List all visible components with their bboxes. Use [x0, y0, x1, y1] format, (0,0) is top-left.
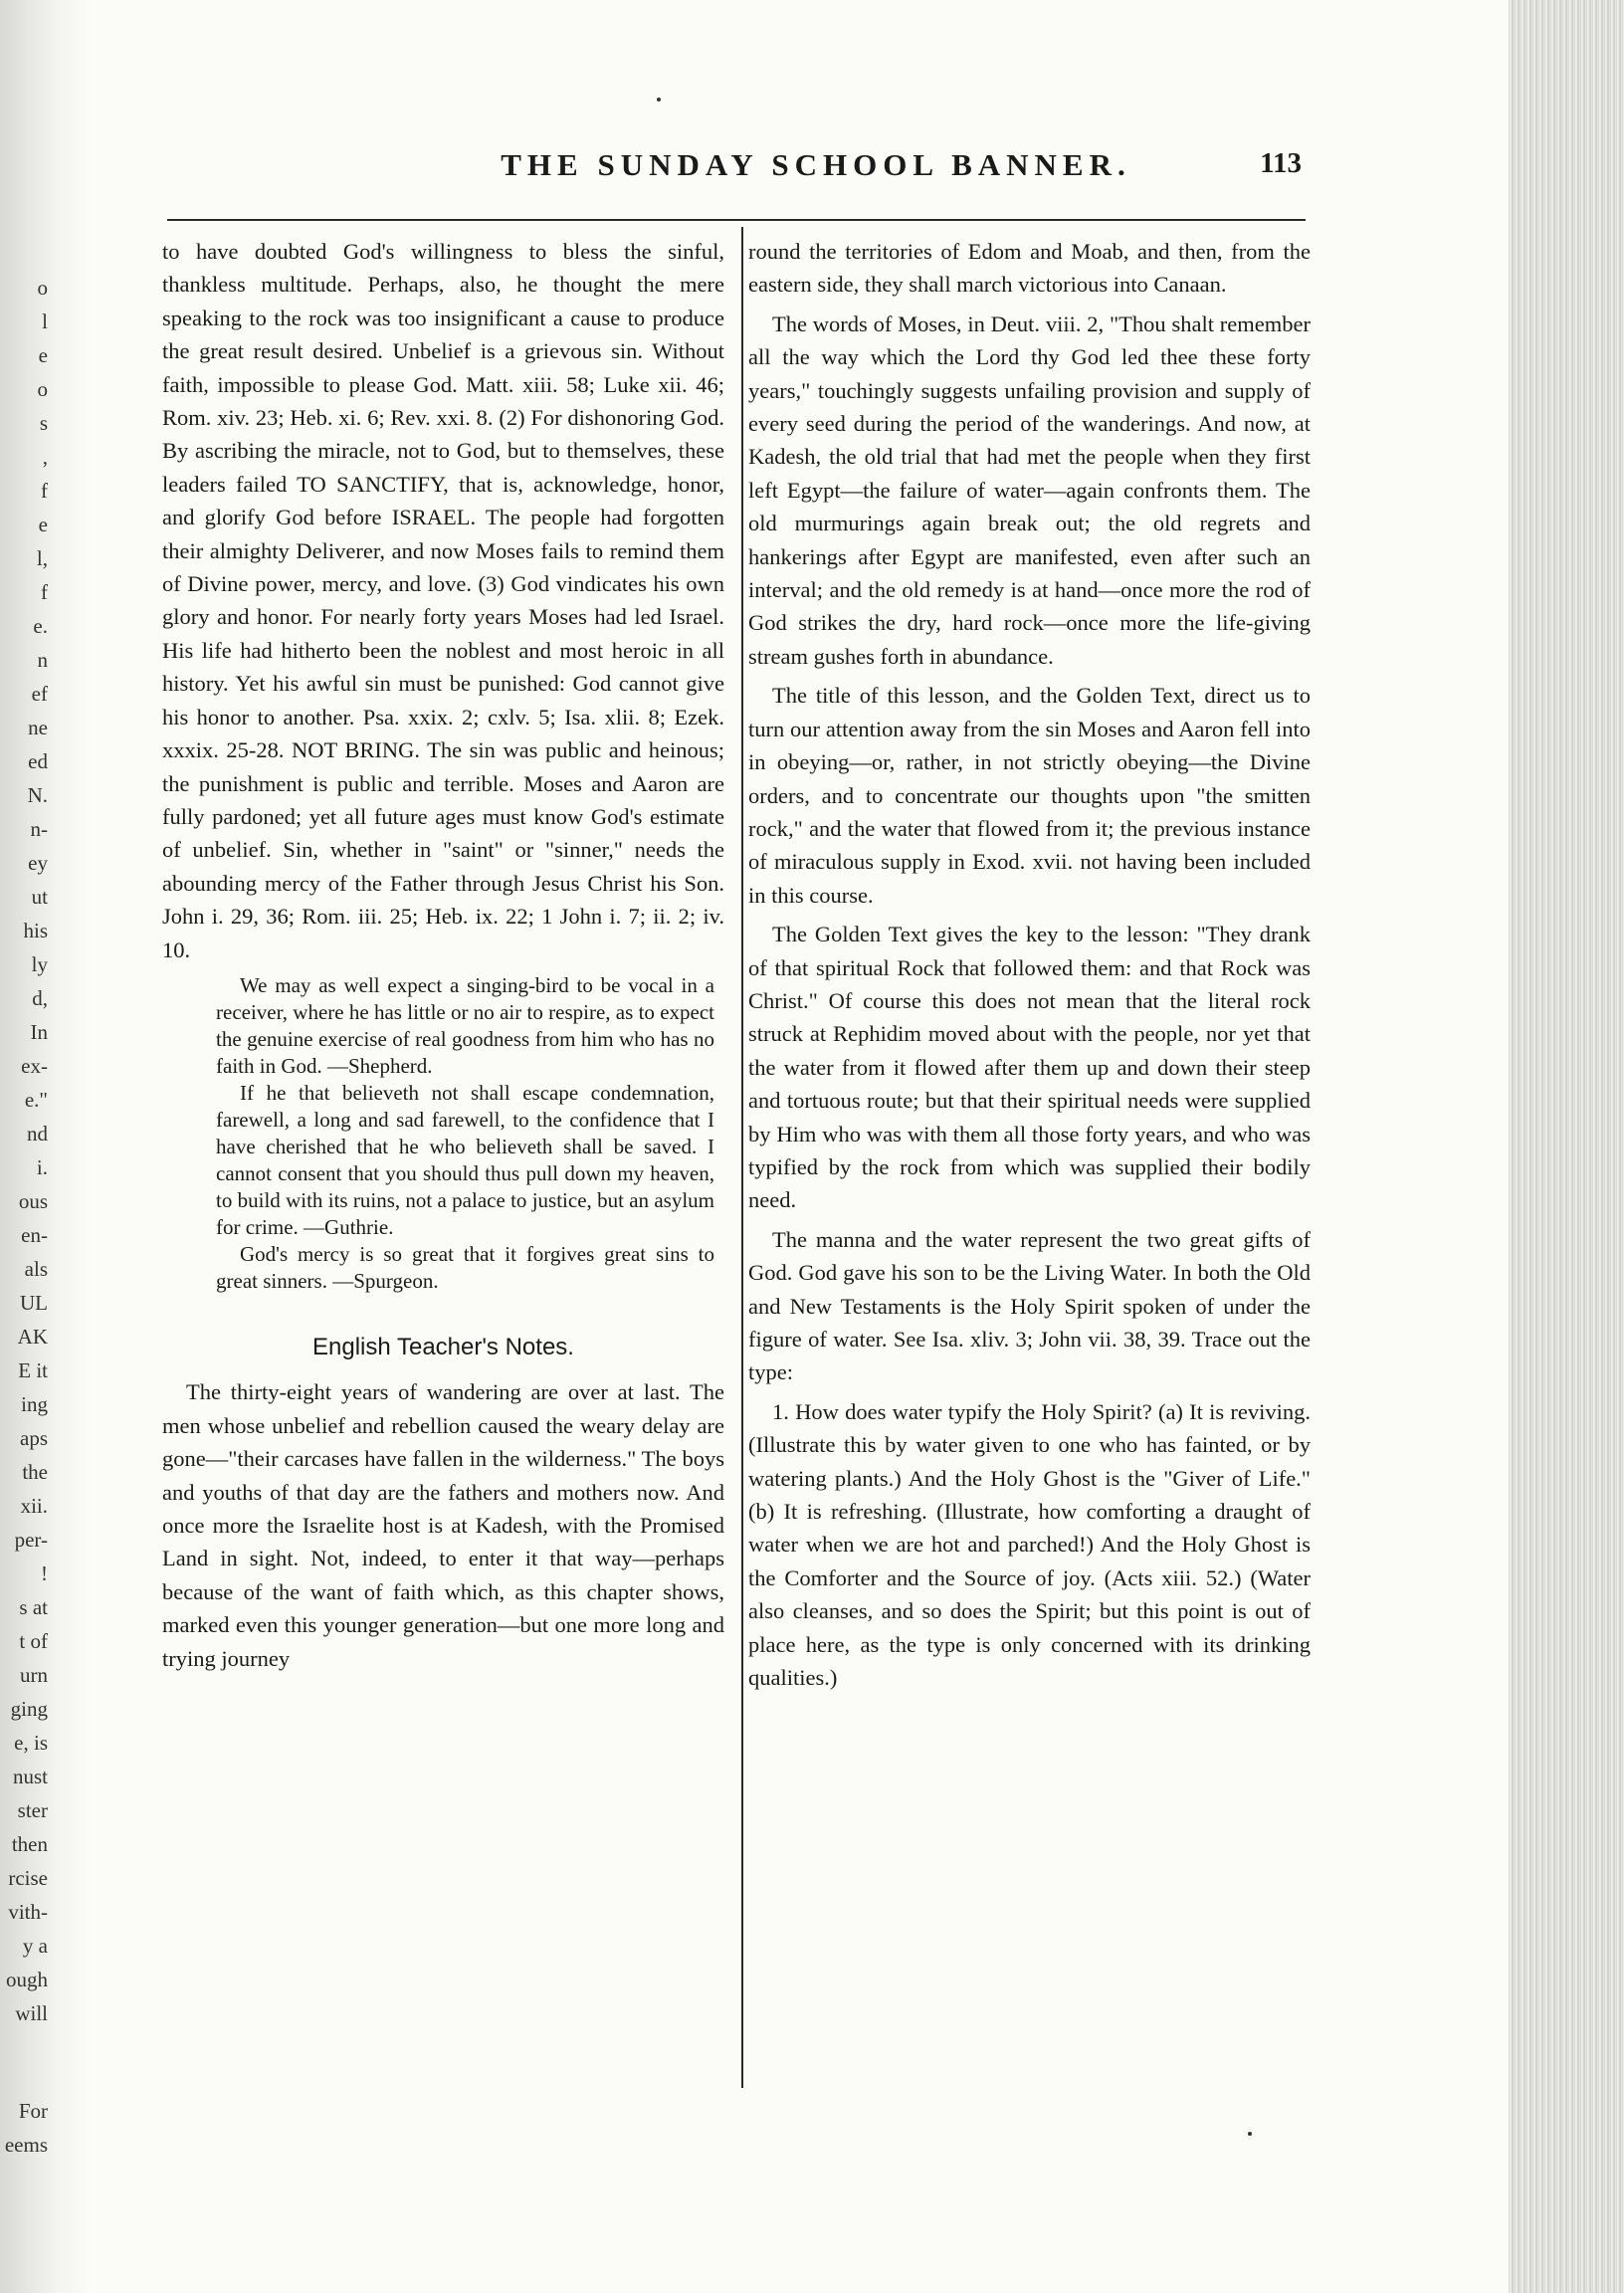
gutter-fragment: e [38, 343, 48, 367]
running-header-title: THE SUNDAY SCHOOL BANNER. [501, 147, 1131, 182]
gutter-fragment: the [22, 1460, 48, 1484]
header-rule [167, 219, 1306, 221]
gutter-fragment: aps [20, 1426, 48, 1450]
gutter-fragment: eems [4, 2133, 48, 2157]
gutter-fragment: urn [20, 1663, 48, 1687]
gutter-fragment: ster [17, 1798, 48, 1822]
gutter-fragment: nd [27, 1122, 48, 1146]
gutter-fragment: ef [31, 682, 48, 706]
gutter-fragment: In [30, 1020, 48, 1044]
gutter-fragment: e." [24, 1088, 48, 1112]
gutter-fragment: en- [21, 1223, 48, 1247]
gutter-fragment: rcise [8, 1866, 48, 1890]
gutter-fragment: ey [28, 851, 48, 875]
gutter-fragment: per- [14, 1528, 48, 1552]
section-title: English Teacher's Notes. [312, 1333, 574, 1360]
left-paragraph-1: to have doubted God's willingness to bless the sinful, thankless multitude. Perhaps, also, he thought the mere speaking to the rock was too insignificant a cause to produce the great result desired. Unbelief is a grievous sin. Without faith, impossible to please God. Matt. xiii. 58; Luke xii. 46; Rom. xiv. 23; Heb. xi. 6; Rev. xxi. 8. (2) For dishonoring God. By ascribing the miracle, not to God, but to themselves, these leaders failed TO SANCTIFY, that is, acknowledge, honor, and glorify God before ISRAEL. The people had forgotten their almighty Deliverer, and now Moses fails to remind them of Divine power, mercy, and love. (3) God vindicates his own glory and honor. For nearly forty years Moses had led Israel. His life had hitherto been the noblest and most heroic in all history. Yet his awful sin must be punished: God cannot give his honor to another. Psa. xxix. 2; cxlv. 5; Isa. xlii. 8; Ezek. xxxix. 25-28. NOT BRING. The sin was public and heinous; the punishment is public and terrible. Moses and Aaron are fully pardoned; yet all future ages must know God's estimate of unbelief. Sin, whether in "saint" or "sinner," needs the abounding mercy of the Father through Jesus Christ his Son. John i. 29, 36; Rom. iii. 25; Heb. ix. 22; 1 John i. 7; ii. 2; iv. 10. [162, 239, 724, 962]
right-column [748, 235, 1311, 1700]
gutter-fragment: For [18, 2099, 48, 2123]
gutter-fragment: o [37, 377, 48, 401]
quotations-block [216, 972, 714, 1295]
gutter-fragment: i. [36, 1155, 48, 1179]
left-paragraph-2: The thirty-eight years of wandering are over at last. The men whose unbelief and rebellion caused the weary delay are gone—"their carcases have fallen in the wilderness." The boys and youths of that day are the fathers and mothers now. And once more the Israelite host is at Kadesh, with the Promised Land in sight. Not, indeed, to enter it that way—perhaps because of the want of faith which, as this chapter shows, marked even this younger generation—but one more long and trying journey [162, 1379, 724, 1671]
gutter-fragment: l [42, 310, 48, 333]
gutter-fragment: N. [27, 783, 48, 807]
gutter-fragment: ing [21, 1392, 48, 1416]
gutter-fragment: e [38, 513, 48, 536]
right-paragraph-2: The words of Moses, in Deut. viii. 2, "Thou shalt remember all the way which the Lord thy God led thee these forty years," touchingly suggests unfailing provision and supply of every seed during the period of the wanderings. And now, at Kadesh, the old trial that had met the people when they first left Egypt—the failure of water—again confronts them. The old murmurings again break out; the old regrets and hankerings after Egypt are manifested, even after such an interval; and the old remedy is at hand—once more the rod of God strikes the dry, hard rock—once more the life-giving stream gushes forth in abundance. [748, 311, 1311, 669]
book-page-edges [1509, 0, 1624, 2293]
right-paragraph-5: The manna and the water represent the two great gifts of God. God gave his son to be the Living Water. In both the Old and New Testaments is the Holy Spirit spoken of under the figure of water. See Isa. xliv. 3; John vii. 38, 39. Trace out the type: [748, 1226, 1311, 1385]
gutter-fragment: d, [32, 986, 48, 1010]
gutter-fragment: t of [19, 1629, 48, 1653]
gutter-fragment: xii. [20, 1494, 48, 1518]
quote-shepherd: We may as well expect a singing-bird to be vocal in a receiver, where he has little or no air to respire, as to expect the genuine exercise of real goodness from him who has no faith in God. —Shepherd. [216, 972, 714, 1078]
left-column [162, 235, 724, 1681]
right-paragraph-3: The title of this lesson, and the Golden Text, direct us to turn our attention away from the sin Moses and Aaron fell into in obeying—or, rather, in not strictly obeying—the Divine orders, and to concentrate our thoughts upon "the smitten rock," and the water that flowed from it; the previous instance of miraculous supply in Exod. xvii. not having been included in this course. [748, 683, 1311, 908]
gutter-fragment: , [42, 445, 48, 469]
gutter-fragment: ! [41, 1562, 48, 1585]
right-paragraph-6: 1. How does water typify the Holy Spirit? (a) It is reviving. (Illustrate this by water given to one who has fainted, or by watering plants.) And the Holy Ghost is the "Giver of Life." (b) It is refreshing. (Illustrate, how comforting a draught of water when we are hot and parched!) And the Holy Ghost is the Comforter and the Source of joy. (Acts xiii. 52.) (Water also cleanses, and so does the Spirit; but this point is out of place here, as the type is only concerned with its drinking qualities.) [748, 1398, 1311, 1691]
gutter-fragment: then [11, 1832, 48, 1856]
gutter-fragment: ne [28, 716, 48, 739]
page-number: 113 [1260, 147, 1302, 179]
gutter-fragment: l, [36, 546, 48, 570]
gutter-fragment: ut [31, 885, 48, 909]
gutter-fragment: f [41, 580, 48, 604]
page-speck-top [657, 98, 661, 102]
quote-guthrie: If he that believeth not shall escape condemnation, farewell, a long and sad farewell, to the confidence that I have cherished that he who believeth shall be saved. I cannot consent that you should thus pull down my heaven, to build with its ruins, not a palace to justice, but an asylum for crime. —Guthrie. [216, 1080, 714, 1239]
gutter-fragment: s at [19, 1595, 48, 1619]
gutter-fragment: als [24, 1257, 48, 1281]
quote-spurgeon: God's mercy is so great that it forgives great sins to great sinners. —Spurgeon. [216, 1241, 714, 1293]
gutter-fragment: n- [30, 817, 48, 841]
gutter-fragment: o [37, 276, 48, 300]
gutter-fragment: n [37, 648, 48, 672]
gutter-fragment: will [15, 2001, 48, 2025]
gutter-fragment: ex- [21, 1054, 48, 1078]
gutter-fragment: AK [17, 1325, 48, 1349]
column-divider [741, 227, 743, 2088]
gutter-fragment: nust [12, 1765, 48, 1788]
gutter-fragment: s [39, 411, 48, 435]
gutter-fragment: f [41, 479, 48, 503]
page-speck-bottom [1248, 2132, 1252, 2136]
right-paragraph-4: The Golden Text gives the key to the lesson: "They drank of that spiritual Rock that followed them: and that Rock was Christ." Of course this does not mean that the literal rock struck at Rephidim moved about with the people, nor yet that the water from it flowed after them up and down their steep and tortuous route; but that their spiritual needs were supplied by Him who was with them all those forty years, and who was typified by the rock from which was supplied their bodily need. [748, 922, 1311, 1213]
gutter-fragment: ous [18, 1189, 48, 1213]
gutter-fragment: UL [20, 1291, 48, 1315]
gutter-fragment: e. [33, 614, 48, 638]
right-paragraph-1: round the territories of Edom and Moab, and then, from the eastern side, they shall march victorious into Canaan. [748, 239, 1311, 298]
gutter-fragment: ly [31, 952, 48, 976]
gutter-fragment: ging [10, 1697, 48, 1721]
gutter-fragment: e, is [14, 1731, 48, 1755]
gutter-fragment: his [23, 919, 48, 942]
gutter-fragment: E it [18, 1358, 48, 1382]
gutter-fragment: ough [6, 1968, 48, 1991]
gutter-fragment: y a [22, 1934, 48, 1958]
gutter-fragment: ed [28, 749, 48, 773]
gutter-fragment: vith- [8, 1900, 48, 1924]
previous-page-fragments [0, 0, 92, 2293]
